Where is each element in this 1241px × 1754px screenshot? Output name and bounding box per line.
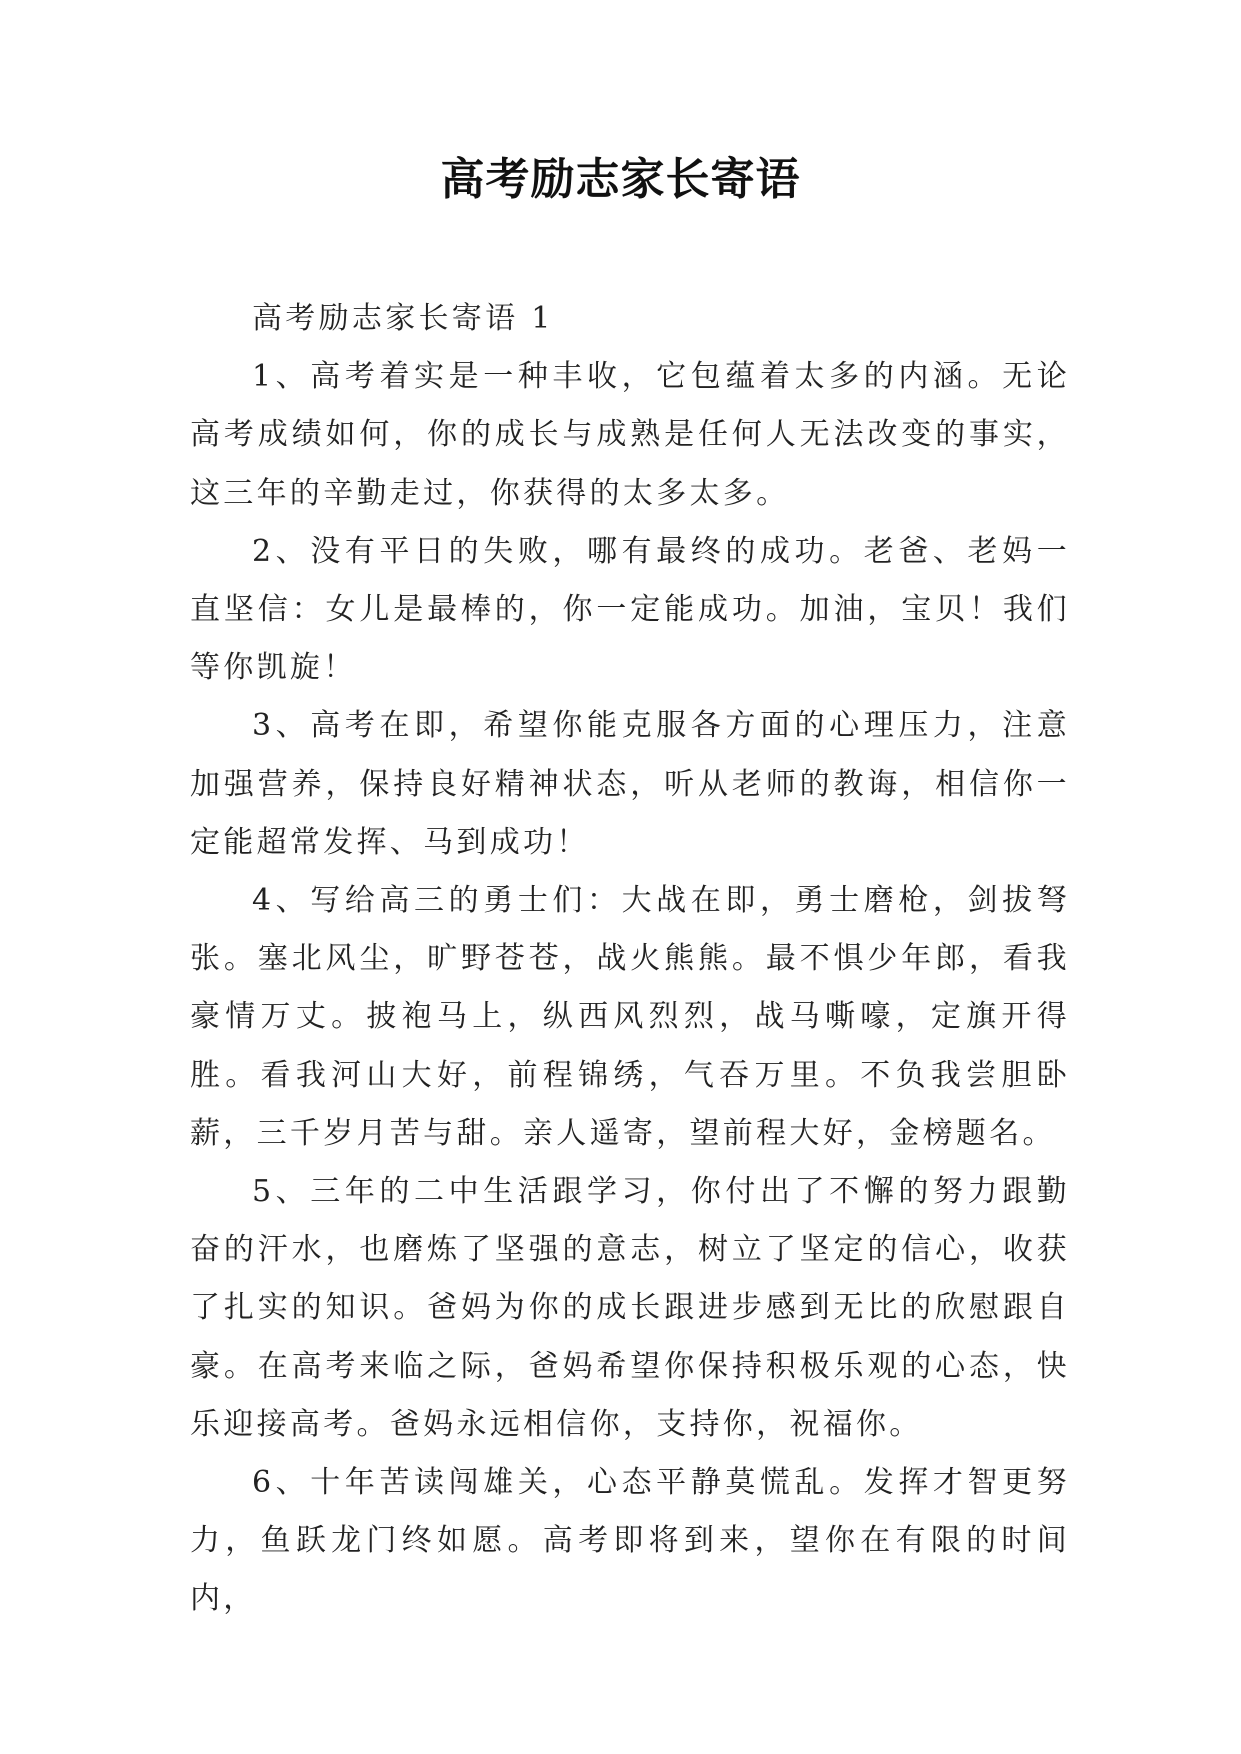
paragraph-2: 2、没有平日的失败，哪有最终的成功。老爸、老妈一直坚信：女儿是最棒的，你一定能成功。加油，宝贝！我们等你凯旋！: [190, 533, 1070, 686]
paragraph-6: 6、十年苦读闯雄关，心态平静莫慌乱。发挥才智更努力，鱼跃龙门终如愿。高考即将到来，望你在有限的时间内，: [190, 1465, 1070, 1617]
document-body: [190, 290, 1070, 1629]
paragraph-1: 1、高考着实是一种丰收，它包蕴着太多的内涵。无论高考成绩如何，你的成长与成熟是任何人无法改变的事实，这三年的辛勤走过，你获得的太多太多。: [190, 359, 1070, 511]
document-title: 高考励志家长寄语: [440, 154, 801, 205]
paragraph-4: 4、写给高三的勇士们：大战在即，勇士磨枪，剑拔弩张。塞北风尘，旷野苍苍，战火熊熊。最不惧少年郎，看我豪情万丈。披袍马上，纵西风烈烈，战马嘶嚎，定旗开得胜。看我河山大好，前程锦绣，气吞万里。不负我尝胆卧薪，三千岁月苦与甜。亲人遥寄，望前程大好，金榜题名。: [190, 883, 1070, 1151]
paragraph-3: 3、高考在即，希望你能克服各方面的心理压力，注意加强营养，保持良好精神状态，听从老师的教诲，相信你一定能超常发挥、马到成功！: [190, 708, 1070, 860]
paragraph-5: 5、三年的二中生活跟学习，你付出了不懈的努力跟勤奋的汗水，也磨炼了坚强的意志，树立了坚定的信心，收获了扎实的知识。爸妈为你的成长跟进步感到无比的欣慰跟自豪。在高考来临之际，爸妈希望你保持积极乐观的心态，快乐迎接高考。爸妈永远相信你，支持你，祝福你。: [190, 1174, 1070, 1442]
section-heading: 高考励志家长寄语 1: [252, 301, 554, 336]
